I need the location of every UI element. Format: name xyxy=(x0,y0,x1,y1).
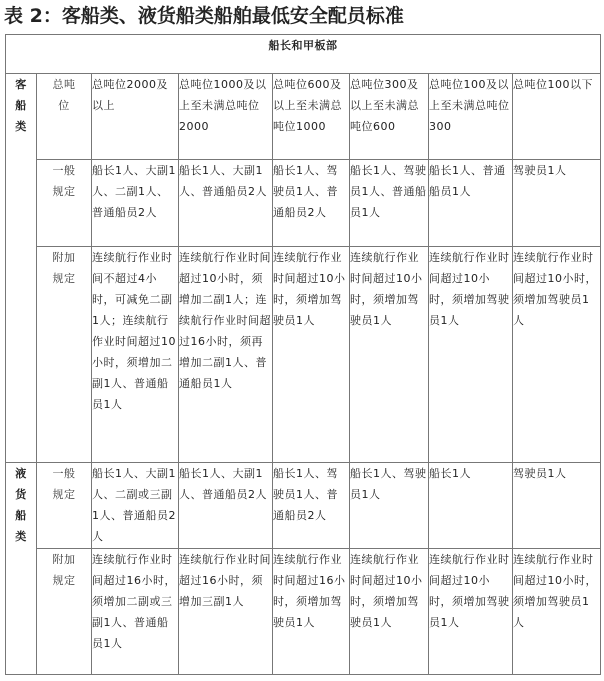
cell-text: 连续航行作业时间超过10小时，须增加驾驶员1人 xyxy=(350,553,423,629)
cell-text: 船长1人、大副1人、二副1人、普通船员2人 xyxy=(92,164,176,219)
cell-text: 船长1人、驾驶员1人、普通船员2人 xyxy=(273,164,338,219)
category-passenger-ship xyxy=(6,74,37,463)
cell-text: 连续航行作业时间超过16小时，须增加三副1人 xyxy=(179,553,271,608)
tonnage-header-cell xyxy=(179,74,273,160)
table-cell xyxy=(179,247,273,463)
cell-text: 连续航行作业时间超过10小时，须增加驾驶员1人 xyxy=(429,251,510,327)
table-cell xyxy=(513,549,601,675)
cell-text: 连续航行作业时间超过16小时，须增加驾驶员1人 xyxy=(273,553,346,629)
tonnage-header-cell xyxy=(273,74,350,160)
tonnage-header-text: 总吨位1000及以上至未满总吨位2000 xyxy=(179,78,267,133)
table-cell xyxy=(429,463,513,549)
tonnage-header-text: 总吨位300及以上至未满总吨位600 xyxy=(350,78,419,133)
cell-text: 船长1人 xyxy=(429,467,471,480)
manning-standard-table xyxy=(5,34,601,675)
tonnage-label-cell xyxy=(37,74,92,160)
table-cell xyxy=(273,247,350,463)
table-cell xyxy=(350,549,429,675)
row-label-cell xyxy=(37,463,92,549)
cell-text: 连续航行作业时间超过10小时，须增加驾驶员1人 xyxy=(273,251,346,327)
row-label: 一般规定 xyxy=(52,164,76,198)
table-cell xyxy=(513,463,601,549)
cell-text: 连续航行作业时间超过10小时，须增加驾驶员1人 xyxy=(513,553,597,629)
category-liquid-cargo-ship xyxy=(6,463,37,675)
row-label-cell xyxy=(37,549,92,675)
table-cell xyxy=(350,463,429,549)
cell-text: 连续航行作业时间超过16小时，须增加二副或三副1人、普通船员1人 xyxy=(92,553,176,650)
cell-text: 连续航行作业时间超过10小时，须增加二副1人；连续航行作业时间超过16小时，须再增加二副1人、普通船员1人 xyxy=(179,251,271,390)
table-cell xyxy=(92,160,179,247)
cell-text: 驾驶员1人 xyxy=(513,467,567,480)
table-cell xyxy=(350,160,429,247)
tonnage-header-cell xyxy=(513,74,601,160)
tonnage-header-text: 总吨位100及以上至未满总吨位300 xyxy=(429,78,510,133)
table-cell xyxy=(273,549,350,675)
category-label: 液货船类 xyxy=(15,467,27,543)
table-header-deck-department: 船长和甲板部 xyxy=(6,35,601,74)
cell-text: 船长1人、驾驶员1人 xyxy=(350,467,427,501)
row-label: 附加规定 xyxy=(52,251,76,285)
cell-text: 船长1人、驾驶员1人、普通船员1人 xyxy=(350,164,427,219)
table-cell xyxy=(92,247,179,463)
table-cell xyxy=(179,160,273,247)
row-label: 一般规定 xyxy=(52,467,76,501)
table-cell xyxy=(273,160,350,247)
table-cell xyxy=(350,247,429,463)
table-cell xyxy=(179,549,273,675)
cell-text: 连续航行作业时间超过10小时，须增加驾驶员1人 xyxy=(429,553,510,629)
cell-text: 船长1人、大副1人、普通船员2人 xyxy=(179,467,267,501)
table-cell xyxy=(513,160,601,247)
document-title: 表 2：客船类、液货船类船舶最低安全配员标准 xyxy=(4,5,404,27)
row-label-cell xyxy=(37,160,92,247)
table-cell xyxy=(429,549,513,675)
cell-text: 船长1人、驾驶员1人、普通船员2人 xyxy=(273,467,338,522)
table-cell xyxy=(179,463,273,549)
table-cell xyxy=(429,160,513,247)
cell-text: 连续航行作业时间超过10小时，须增加驾驶员1人 xyxy=(350,251,423,327)
tonnage-header-cell xyxy=(92,74,179,160)
row-label: 附加规定 xyxy=(52,553,76,587)
tonnage-header-text: 总吨位2000及以上 xyxy=(92,78,168,112)
cell-text: 船长1人、大副1人、普通船员2人 xyxy=(179,164,267,198)
table-cell xyxy=(92,463,179,549)
cell-text: 驾驶员1人 xyxy=(513,164,567,177)
tonnage-header-cell xyxy=(350,74,429,160)
cell-text: 船长1人、大副1人、二副或三副1人、普通船员2人 xyxy=(92,467,176,543)
cell-text: 船长1人、普通船员1人 xyxy=(429,164,506,198)
category-label: 客船类 xyxy=(15,78,27,133)
cell-text: 连续航行作业时间不超过4小时，可减免二副1人；连续航行作业时间超过10小时，须增加二副1人、普通船员1人 xyxy=(92,251,176,411)
row-label-cell xyxy=(37,247,92,463)
tonnage-header-text: 总吨位600及以上至未满总吨位1000 xyxy=(273,78,342,133)
table-cell xyxy=(273,463,350,549)
table-cell xyxy=(429,247,513,463)
tonnage-header-text: 总吨位100以下 xyxy=(513,78,593,91)
cell-text: 连续航行作业时间超过10小时，须增加驾驶员1人 xyxy=(513,251,597,327)
table-cell xyxy=(513,247,601,463)
table-cell xyxy=(92,549,179,675)
tonnage-label: 总吨位 xyxy=(52,78,76,112)
tonnage-header-cell xyxy=(429,74,513,160)
